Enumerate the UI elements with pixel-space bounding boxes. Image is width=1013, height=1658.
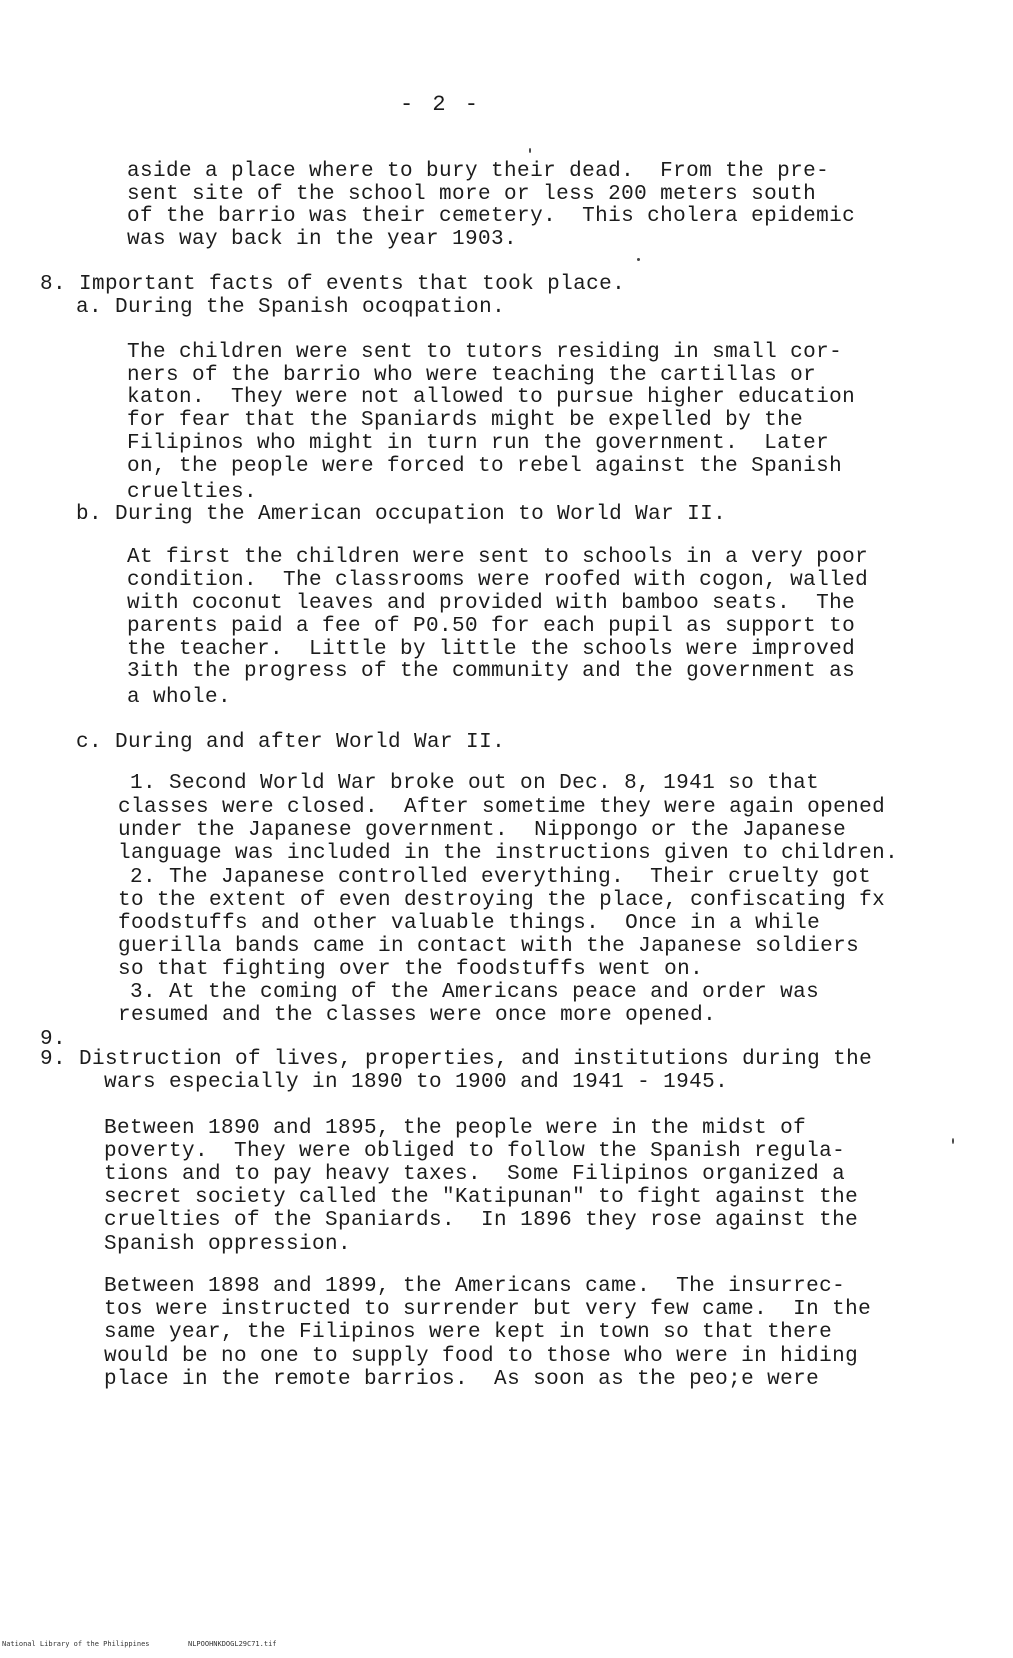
subsection-heading: a. During the Spanish ocoqpation.	[76, 296, 506, 319]
text-line: cruelties.	[127, 481, 258, 504]
text-line: to the extent of even destroying the place, confiscating fx	[118, 889, 886, 912]
text-line: katon. They were not allowed to pursue higher education	[127, 386, 856, 409]
subsection-heading: c. During and after World War II.	[76, 731, 506, 754]
section-heading: 8. Important facts of events that took place.	[40, 273, 626, 296]
text-line: aside a place where to bury their dead. From the pre-	[127, 160, 830, 183]
text-line: tions and to pay heavy taxes. Some Filipinos organized a	[104, 1163, 846, 1186]
text-line: so that fighting over the foodstuffs went on.	[118, 958, 704, 981]
scan-speck	[637, 258, 640, 261]
text-line: tos were instructed to surrender but very few came. In the	[104, 1298, 872, 1321]
scan-speck	[529, 148, 531, 153]
section-heading-cont: wars especially in 1890 to 1900 and 1941 - 1945.	[104, 1071, 729, 1094]
text-line: same year, the Filipinos were kept in town so that there	[104, 1321, 833, 1344]
text-line: condition. The classrooms were roofed with cogon, walled	[127, 569, 869, 592]
text-line: sent site of the school more or less 200 meters south	[127, 183, 817, 206]
text-line: cruelties of the Spaniards. In 1896 they rose against the	[104, 1209, 859, 1232]
text-line: Filipinos who might in turn run the government. Later	[127, 432, 830, 455]
text-line: on, the people were forced to rebel against the Spanish	[127, 455, 843, 478]
text-line: resumed and the classes were once more opened.	[118, 1004, 717, 1027]
footer-library: National Library of the Philippines	[2, 1640, 150, 1648]
text-line: ners of the barrio who were teaching the cartillas or	[127, 364, 817, 387]
text-line: parents paid a fee of P0.50 for each pupil as support to	[127, 615, 856, 638]
text-line: Between 1898 and 1899, the Americans came. The insurrec-	[104, 1275, 846, 1298]
text-line: was way back in the year 1903.	[127, 228, 518, 251]
text-line: place in the remote barrios. As soon as the peo;e were	[104, 1368, 820, 1391]
text-line: Between 1890 and 1895, the people were in the midst of	[104, 1117, 807, 1140]
text-line: language was included in the instructions given to children.	[118, 842, 899, 865]
text-line: secret society called the "Katipunan" to fight against the	[104, 1186, 859, 1209]
section-heading: 9. Distruction of lives, properties, and institutions during the	[40, 1048, 873, 1071]
text-line: Spanish oppression.	[104, 1233, 352, 1256]
text-line: under the Japanese government. Nippongo or the Japanese	[118, 819, 847, 842]
footer-file-id: NLPOOHNKDOGL29C71.tif	[188, 1640, 277, 1648]
text-line: 3ith the progress of the community and the government as	[127, 660, 856, 683]
text-line: for fear that the Spaniards might be expelled by the	[127, 409, 804, 432]
text-line: classes were closed. After sometime they were again opened	[118, 796, 886, 819]
text-line: with coconut leaves and provided with bamboo seats. The	[127, 592, 856, 615]
text-line: 3. At the coming of the Americans peace and order was	[130, 981, 820, 1004]
text-line: poverty. They were obliged to follow the Spanish regula-	[104, 1140, 846, 1163]
subsection-heading: b. During the American occupation to World War II.	[76, 503, 727, 526]
text-line: of the barrio was their cemetery. This cholera epidemic	[127, 205, 856, 228]
text-line: would be no one to supply food to those who were in hiding	[104, 1345, 859, 1368]
page-number: - 2 -	[400, 92, 482, 117]
stray-number: 9.	[40, 1028, 67, 1051]
text-line: 2. The Japanese controlled everything. Their cruelty got	[130, 866, 872, 889]
text-line: guerilla bands came in contact with the Japanese soldiers	[118, 935, 860, 958]
text-line: a whole.	[127, 686, 232, 709]
text-line: At first the children were sent to schools in a very poor	[127, 546, 869, 569]
text-line: foodstuffs and other valuable things. Once in a while	[118, 912, 821, 935]
text-line: 1. Second World War broke out on Dec. 8, 1941 so that	[130, 772, 820, 795]
scan-speck	[952, 1138, 954, 1144]
text-line: The children were sent to tutors residing in small cor-	[127, 341, 843, 364]
text-line: the teacher. Little by little the schools were improved	[127, 638, 856, 661]
